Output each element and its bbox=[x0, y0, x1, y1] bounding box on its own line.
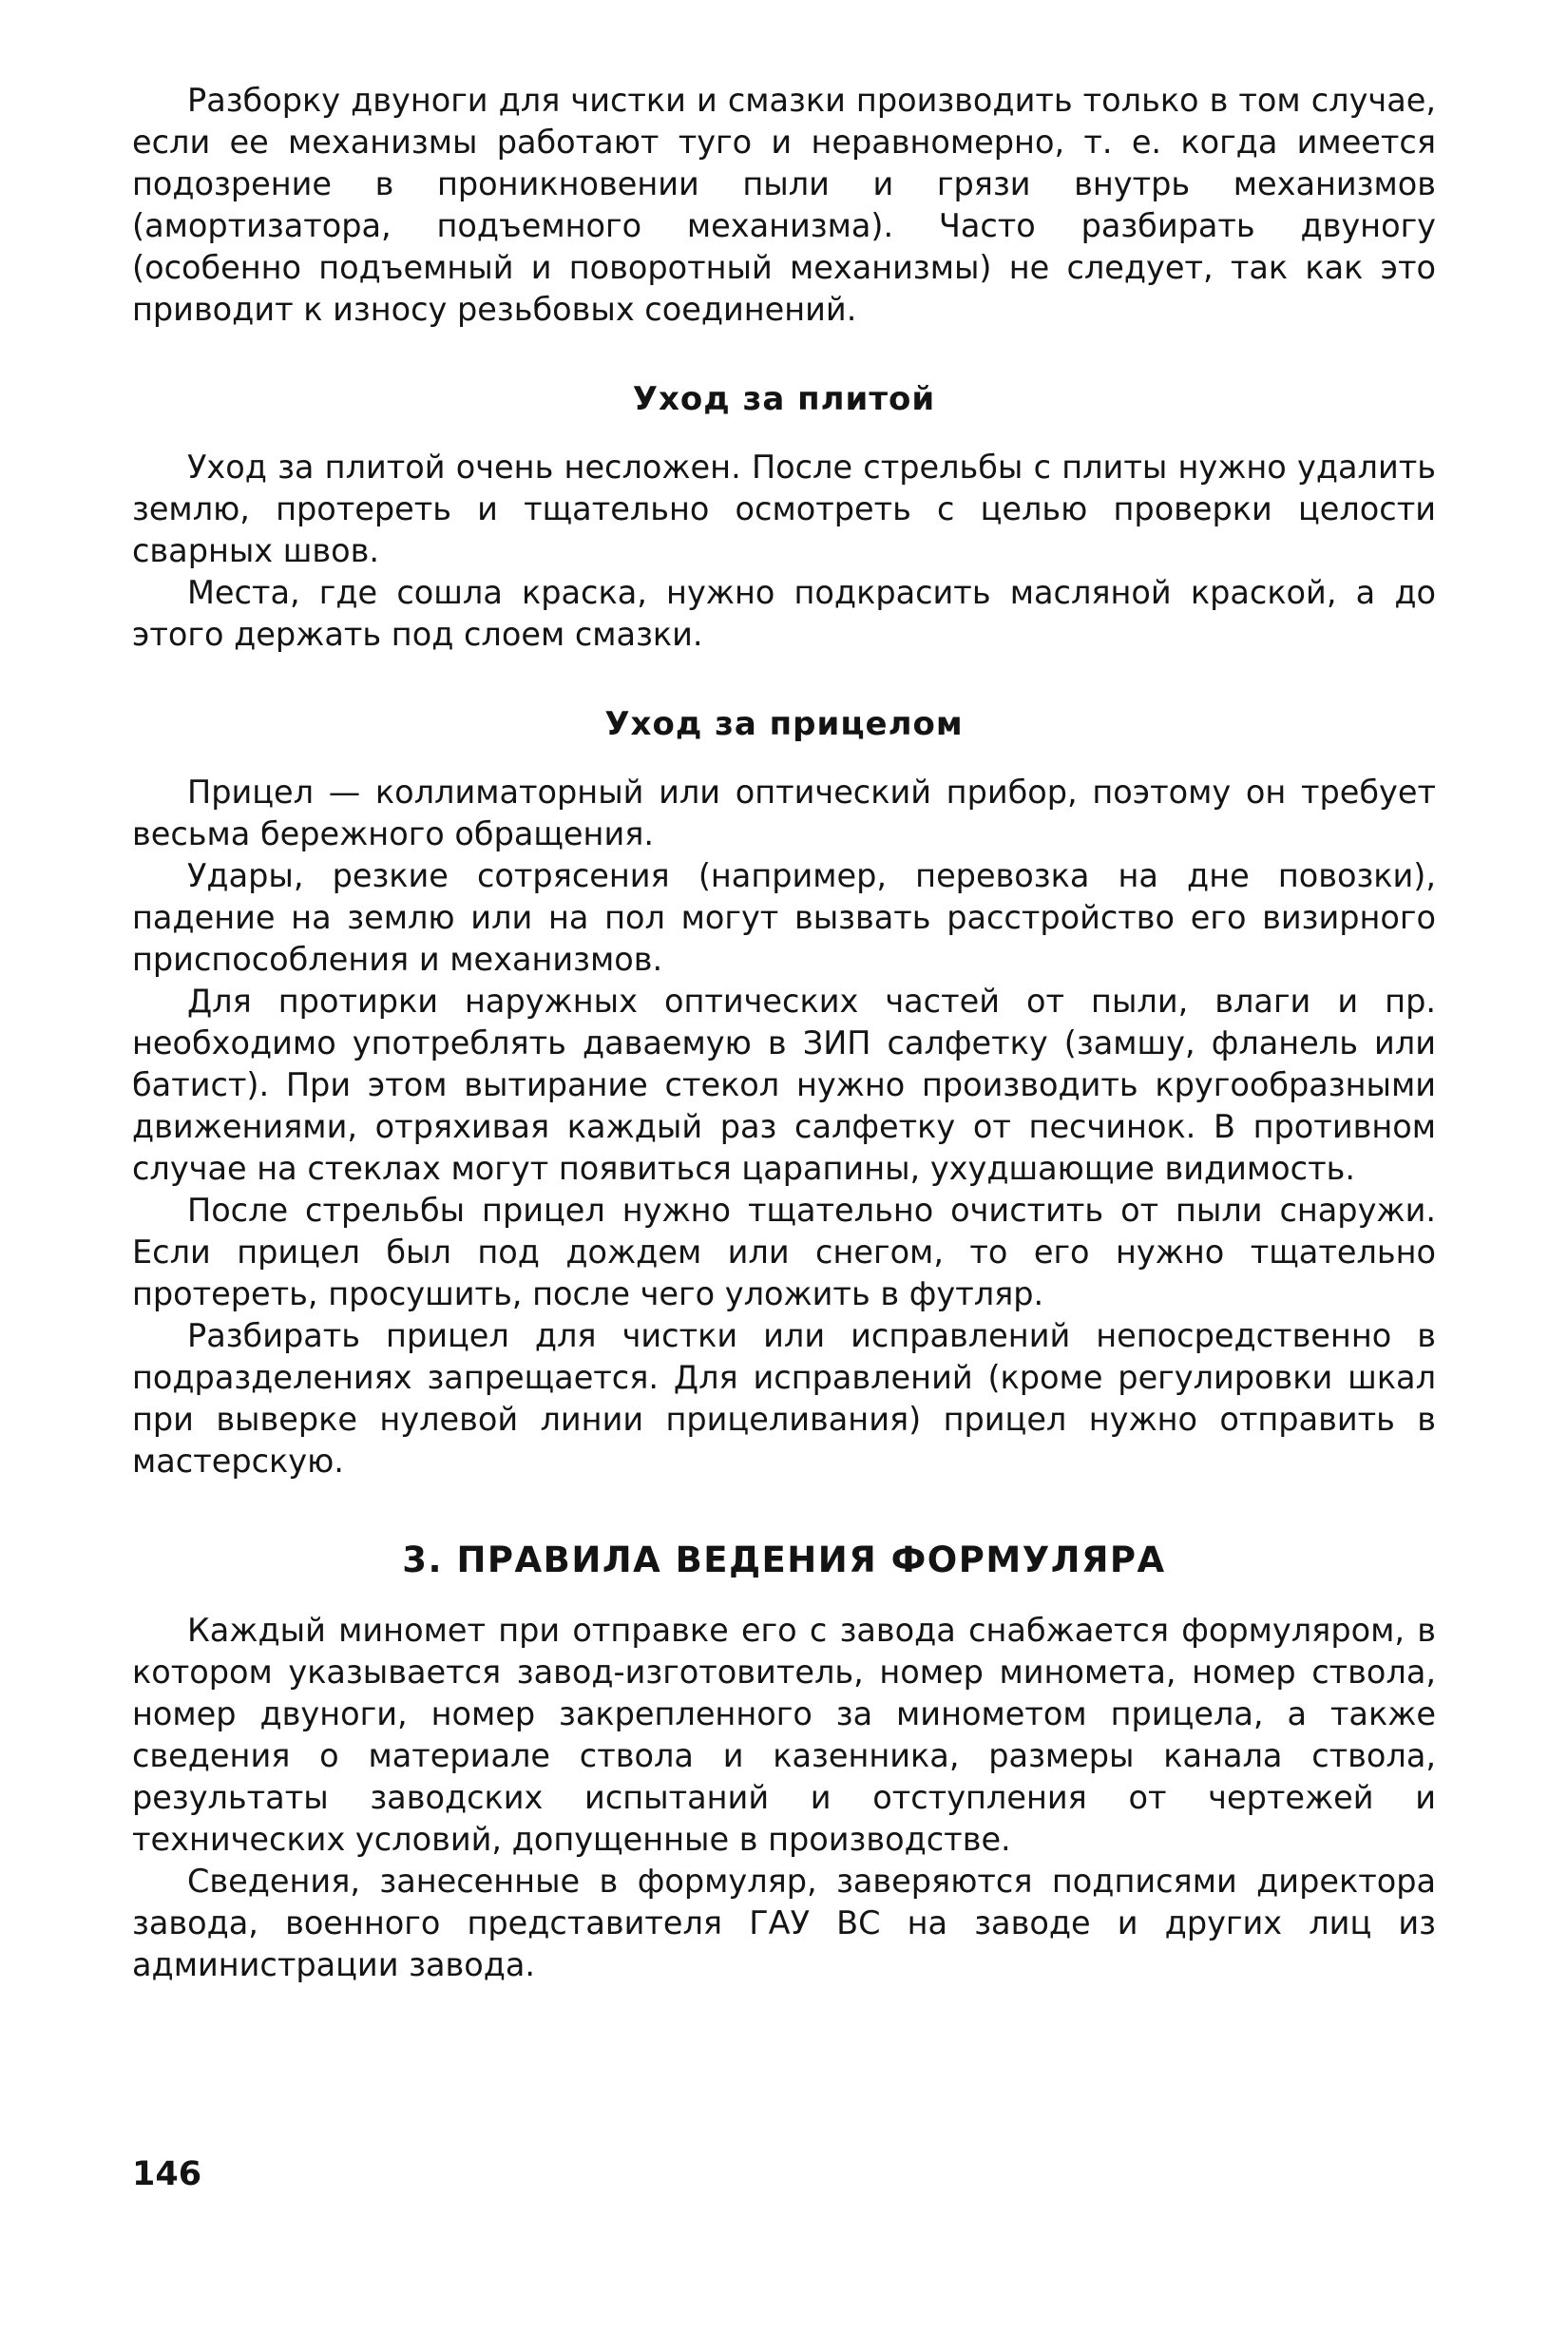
section-heading-formular-rules: 3. ПРАВИЛА ВЕДЕНИЯ ФОРМУЛЯРА bbox=[402, 1539, 1166, 1580]
sight-paragraph-2: Удары, резкие сотрясения (например, перевозка на дне повозки), падение на землю или на пол могут вызвать расстройство его визирного приспособления и механизмов. bbox=[132, 857, 1436, 978]
section-heading-sight-care: Уход за прицелом bbox=[604, 705, 964, 743]
section-heading-plate-care: Уход за плитой bbox=[632, 380, 936, 418]
plate-paragraph-2: Места, где сошла краска, нужно подкрасить масляной краской, а до этого держать под слоем смазки. bbox=[132, 574, 1436, 653]
formular-paragraph-1: Каждый миномет при отправке его с завода снабжается формуляром, в котором указывается завод-изготовитель, номер миномета, номер ствола, номер двуноги, номер закрепленного за минометом прицела, а также сведения о материале ствола и казенника, размеры канала ствола, результаты заводских испытаний и отступления от чертежей и технических условий, допущенные в производстве. bbox=[132, 1612, 1436, 1858]
formular-paragraph-2: Сведения, занесенные в формуляр, заверяются подписями директора завода, военного представителя ГАУ ВС на заводе и других лиц из администрации завода. bbox=[132, 1863, 1436, 1983]
sight-paragraph-3: Для протирки наружных оптических частей от пыли, влаги и пр. необходимо употреблять даваемую в ЗИП салфетку (замшу, фланель или батист). При этом вытирание стекол нужно производить кругообразными движениями, отряхивая каждый раз салфетку от песчинок. В противном случае на стеклах могут появиться царапины, ухудшающие видимость. bbox=[132, 983, 1436, 1187]
sight-paragraph-5: Разбирать прицел для чистки или исправлений непосредственно в подразделениях запрещается. Для исправлений (кроме регулировки шкал при выверке нулевой линии прицеливания) прицел нужно отправить в мастерскую. bbox=[132, 1317, 1436, 1480]
book-page bbox=[132, 80, 1436, 1986]
sight-paragraph-1: Прицел — коллиматорный или оптический прибор, поэтому он требует весьма бережного обращения. bbox=[132, 774, 1436, 852]
plate-paragraph-1: Уход за плитой очень несложен. После стрельбы с плиты нужно удалить землю, протереть и тщательно осмотреть с целью проверки целости сварных швов. bbox=[132, 449, 1436, 569]
intro-paragraph: Разборку двуноги для чистки и смазки производить только в том случае, если ее механизмы работают туго и неравномерно, т. е. когда имеется подозрение в проникновении пыли и грязи внутрь механизмов (амортизатора, подъемного механизма). Часто разбирать двуногу (особенно подъемный и поворотный механизмы) не следует, так как это приводит к износу резьбовых соединений. bbox=[132, 82, 1436, 328]
sight-paragraph-4: После стрельбы прицел нужно тщательно очистить от пыли снаружи. Если прицел был под дождем или снегом, то его нужно тщательно протереть, просушить, после чего уложить в футляр. bbox=[132, 1192, 1436, 1312]
page-number: 146 bbox=[132, 2155, 202, 2193]
